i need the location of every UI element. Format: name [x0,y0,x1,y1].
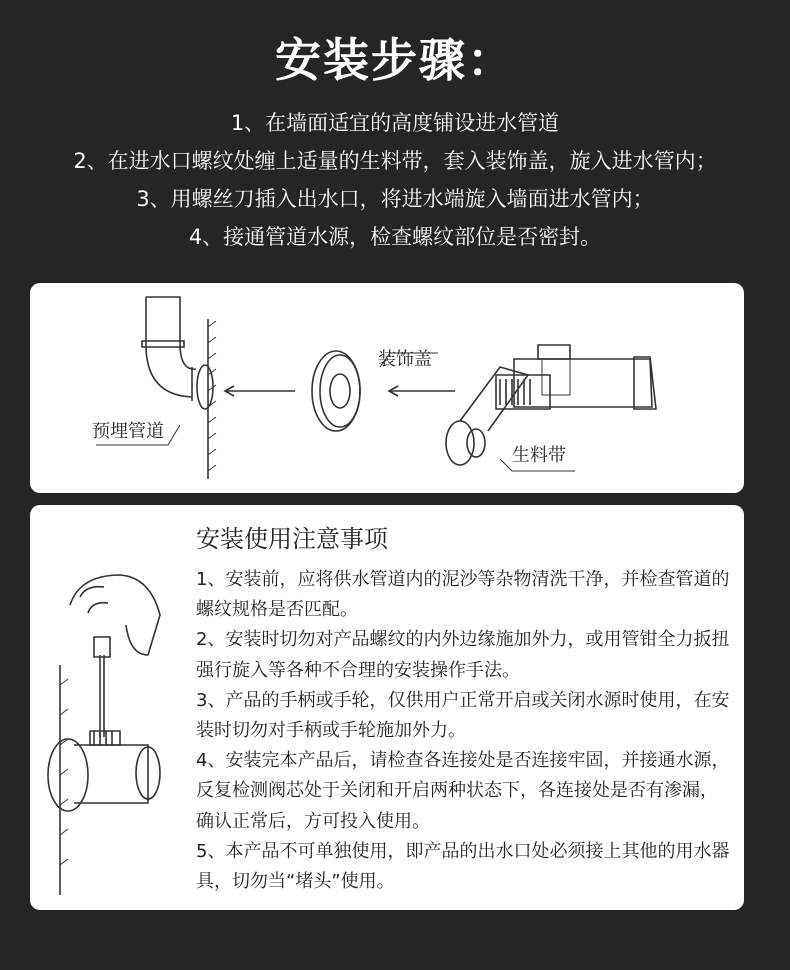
precaution-item: 1、安装前，应将供水管道内的泥沙等杂物清洗干净，并检查管道的螺纹规格是否匹配。 [196,569,730,621]
installation-diagram-card [30,283,744,493]
precaution-item: 3、产品的手柄或手轮，仅供用户正常开启或关闭水源时使用，在安装时切勿对手柄或手轮施加外力。 [196,689,730,742]
precautions-title: 安装使用注意事项 [196,525,388,553]
label-embedded-pipe: 预埋管道 [92,421,164,442]
hand-installing-valve-illustration [30,505,190,910]
precaution-item: 2、安装时切勿对产品螺纹的内外边缘施加外力，或用管钳全力扳扭强行旋入等各种不合理的安装操作手法。 [196,629,730,681]
page-title: 安装步骤： [275,33,515,87]
label-decorative-cover: 装饰盖 [378,349,432,370]
step-item: 4、接通管道水源，检查螺纹部位是否密封。 [188,225,602,249]
cover-ring-icon [312,351,360,431]
precaution-item: 4、安装完本产品后，请检查各连接处是否连接牢固，并接通水源，反复检测阀芯处于关闭和开启两种状态下，各连接处是否有渗漏，确认正常后，方可投入使用。 [196,750,730,832]
wall-hatch [60,679,68,865]
step-item: 2、在进水口螺纹处缠上适量的生料带，套入装饰盖，旋入进水管内； [73,149,717,173]
finger-lines [80,587,108,613]
step-item: 3、用螺丝刀插入出水口，将进水端旋入墙面进水管内； [136,187,654,211]
precautions-card [30,505,744,910]
hand-icon [70,575,160,655]
embedded-pipe-icon [142,297,213,409]
valve-cover-icon [48,739,88,811]
label-sealing-tape: 生料带 [512,445,566,466]
step-item: 1、在墙面适宜的高度铺设进水管道 [230,111,560,135]
installation-diagram [30,283,744,493]
precautions-list [196,565,731,897]
steps-list [0,104,790,256]
precaution-item: 5、本产品不可单独使用，即产品的出水口处必须接上其他的用水器具，切勿当“堵头”使用。 [196,840,730,893]
